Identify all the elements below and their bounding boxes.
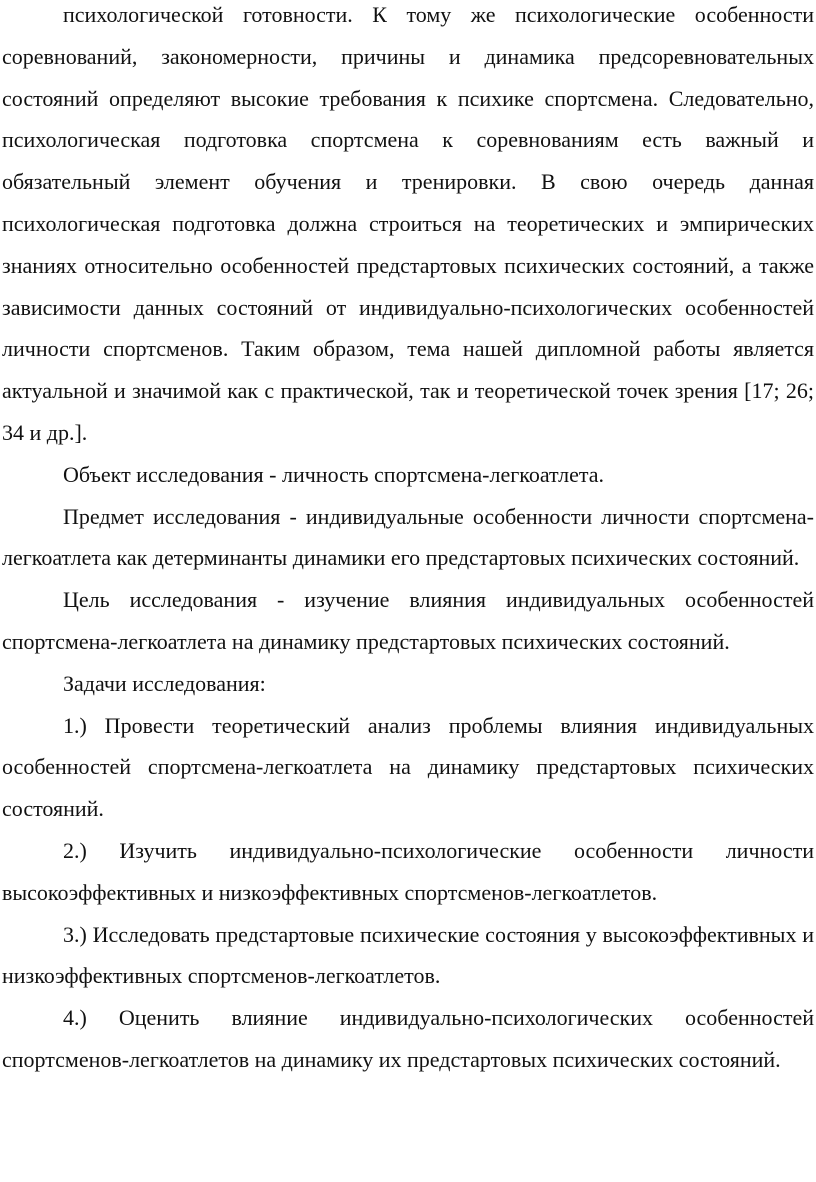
paragraph-research-subject: Предмет исследования - индивидуальные особенности личности спортсмена-легкоатлета как детерминанты динамики его предстартовых психических состояний.: [2, 503, 814, 571]
paragraph-task-2: 2.) Изучить индивидуально-психологические особенности личности высокоэффективных и низкоэффективных спортсменов-легкоатлетов.: [2, 837, 814, 905]
paragraph-research-object: Объект исследования - личность спортсмена-легкоатлета.: [63, 461, 604, 487]
paragraph-intro-continuation: психологической готовности. К тому же психологические особенности соревнований, закономерности, причины и динамика предсоревновательных состояний определяют высокие требования к психике спортсмена. Следовательно, психологическая подготовка спортсмена к соревнованиям есть важный и обязательный элемент обучения и тренировки. В свою очередь данная психологическая подготовка должна строиться на теоретических и эмпирических знаниях относительно особенностей предстартовых психических состояний, а также зависимости данных состояний от индивидуально-психологических особенностей личности спортсменов. Таким образом, тема нашей дипломной работы является актуальной и значимой как с практической, так и теоретической точек зрения [17; 26; 34 и др.].: [2, 2, 814, 445]
paragraph-task-3: 3.) Исследовать предстартовые психические состояния у высокоэффективных и низкоэффективных спортсменов-легкоатлетов.: [2, 921, 814, 989]
paragraph-research-goal: Цель исследования - изучение влияния индивидуальных особенностей спортсмена-легкоатлета на динамику предстартовых психических состояний.: [2, 587, 814, 654]
paragraph-task-1: 1.) Провести теоретический анализ проблемы влияния индивидуальных особенностей спортсмена-легкоатлета на динамику предстартовых психических состояний.: [2, 712, 814, 822]
paragraph-tasks-heading: Задачи исследования:: [63, 670, 266, 696]
paragraph-task-4: 4.) Оценить влияние индивидуально-психологических особенностей спортсменов-легкоатлетов на динамику их предстартовых психических состояний.: [2, 1005, 814, 1072]
